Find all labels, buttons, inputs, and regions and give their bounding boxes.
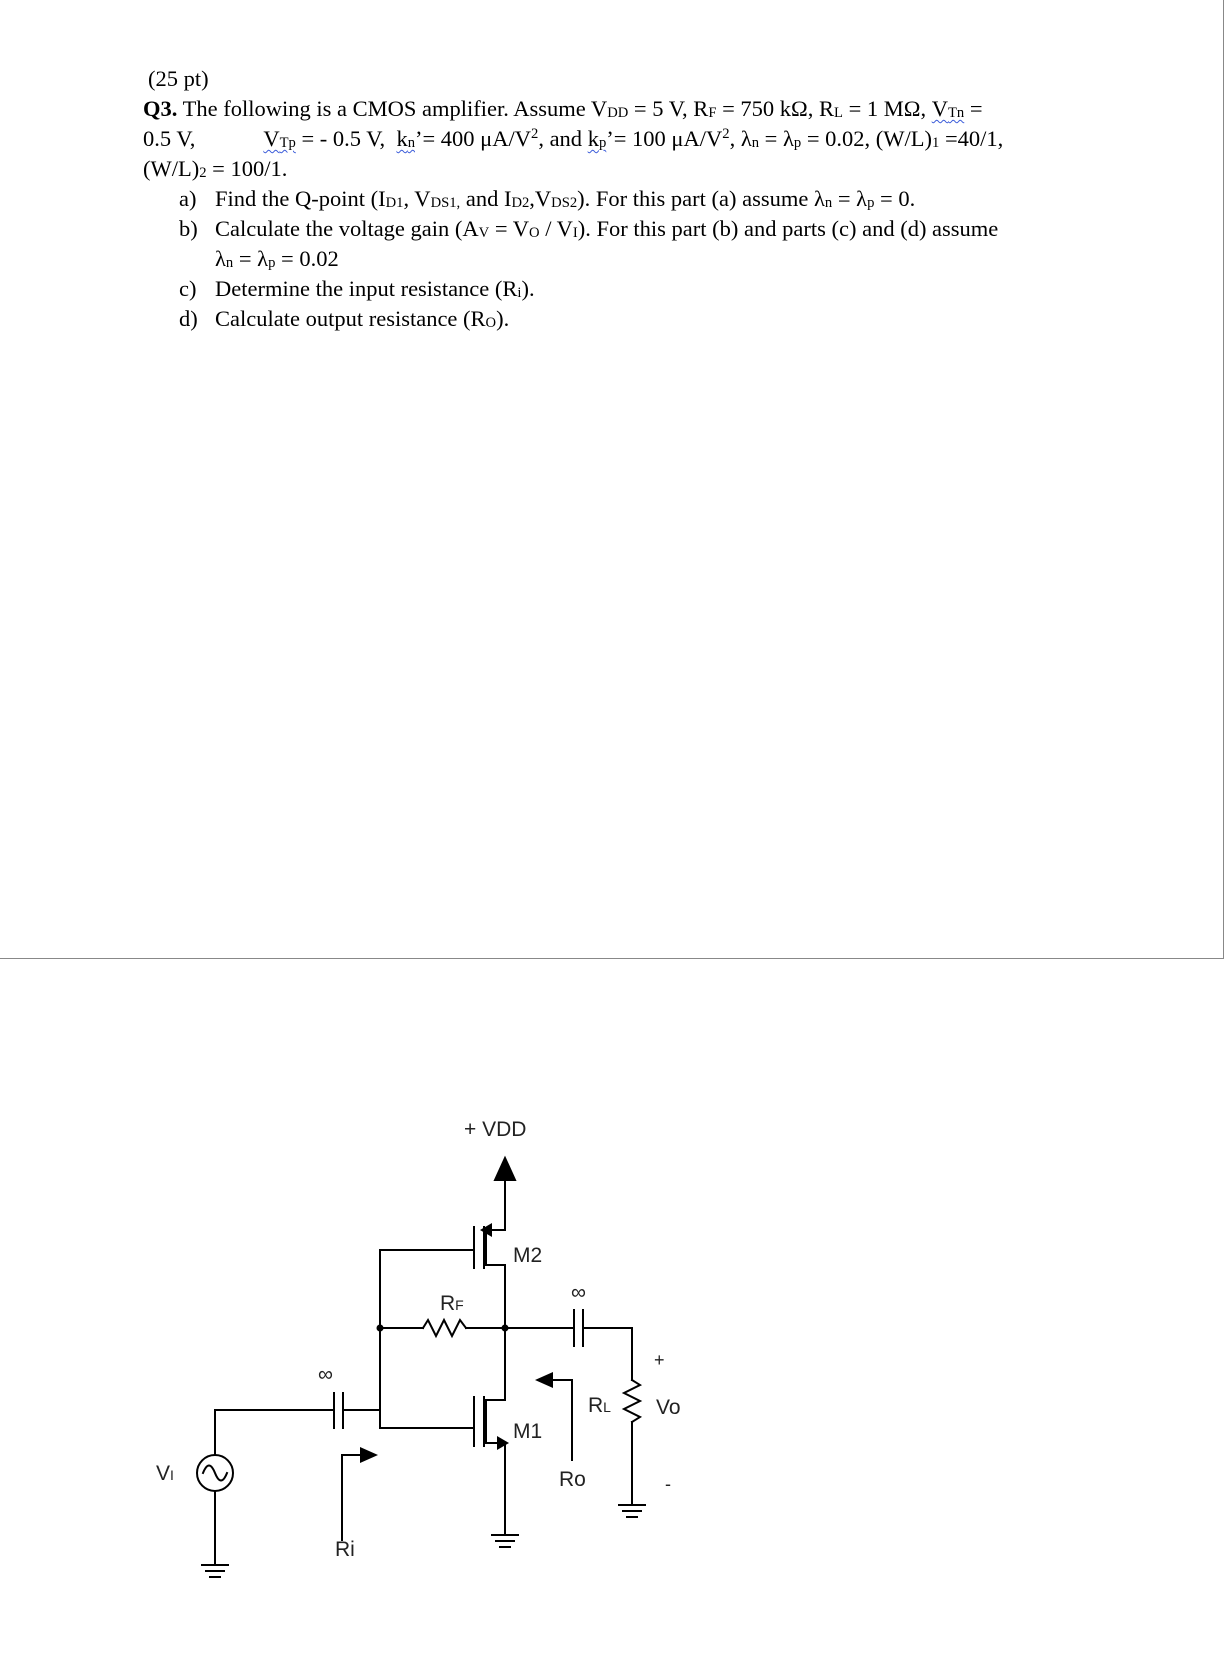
vtn-symbol: $V_{Tn}$ xyxy=(931,96,965,121)
m1-source-arrow xyxy=(497,1436,509,1450)
part-d-mark: d) xyxy=(179,306,198,331)
output-minus-label: - xyxy=(665,1474,671,1494)
m2-label: M2 xyxy=(513,1244,543,1267)
ro-label: Ro xyxy=(559,1468,586,1491)
part-b-mark: b) xyxy=(179,216,198,241)
problem-line-2: 0.5 V, $V_{Tp}$ = - 0.5 V, $k_n’= 400$ $\mu A/V^2$, and $k_p’= 100$ $\mu A/V^2$, $\lambda_n = \lambda_p = 0.02$, $(W/L)_1 =40/1$, xyxy=(143,126,1004,151)
part-b-continued: $\lambda_n = \lambda_p = 0.02$ xyxy=(215,246,339,271)
rl-label: RL xyxy=(588,1394,611,1417)
part-a xyxy=(179,184,1068,214)
ro-arrow xyxy=(535,1372,553,1388)
vo-label: Vo xyxy=(656,1396,681,1419)
part-d xyxy=(179,304,1068,334)
cmos-amplifier-schematic xyxy=(0,1080,1224,1600)
vi-sine xyxy=(203,1466,227,1481)
part-c-text: Determine the input resistance $(R_i)$. xyxy=(215,276,535,301)
rl-resistor xyxy=(624,1380,640,1422)
part-c-mark: c) xyxy=(179,276,197,301)
node-output xyxy=(502,1325,509,1332)
cap-in-label: ∞ xyxy=(318,1363,333,1386)
kn-symbol: $k_n$ xyxy=(396,126,415,151)
vdd-label: + VDD xyxy=(464,1118,527,1141)
part-d-text: Calculate output resistance $(R_O)$. xyxy=(215,306,510,331)
ri-arrow xyxy=(360,1447,378,1463)
problem-line-3: $(W/L)_2 = 100/1$. xyxy=(143,156,288,181)
part-b-text: Calculate the voltage gain $(A_V = V_O / V_I)$. For this part (b) and parts (c) and (d) assume xyxy=(215,216,999,241)
page-separator xyxy=(0,958,1224,959)
problem-line-1: Q3. The following is a CMOS amplifier. Assume $V_{DD} = 5$ V, $R_F = 750$ kΩ, $R_L = 1$ MΩ, $V_{Tn}$ = xyxy=(143,96,983,121)
node-gate xyxy=(377,1325,384,1332)
part-b xyxy=(179,214,1068,244)
vtp-symbol: $V_{Tp}$ xyxy=(263,126,296,151)
parts-list xyxy=(143,184,1068,334)
output-plus-label: + xyxy=(654,1350,665,1370)
question-number: Q3. xyxy=(143,96,178,121)
part-c xyxy=(179,274,1068,304)
m1-label: M1 xyxy=(513,1420,543,1443)
vdd-arrow xyxy=(495,1158,515,1180)
problem-statement xyxy=(143,64,1068,334)
cap-out-label: ∞ xyxy=(571,1281,586,1304)
part-a-mark: a) xyxy=(179,186,197,211)
vi-label: VI xyxy=(156,1462,174,1485)
part-a-text: Find the Q-point ($I_{D1}$, $V_{DS1,}$ and $I_{D2},V_{DS2}$). For this part (a) assume $\lambda_n = \lambda_p = 0$. xyxy=(215,186,916,211)
rf-resistor xyxy=(423,1320,466,1336)
points-label: (25 pt) xyxy=(148,66,209,91)
rf-label: RF xyxy=(440,1292,464,1315)
kp-symbol: $k_p$ xyxy=(587,126,607,151)
ri-label: Ri xyxy=(335,1538,355,1561)
